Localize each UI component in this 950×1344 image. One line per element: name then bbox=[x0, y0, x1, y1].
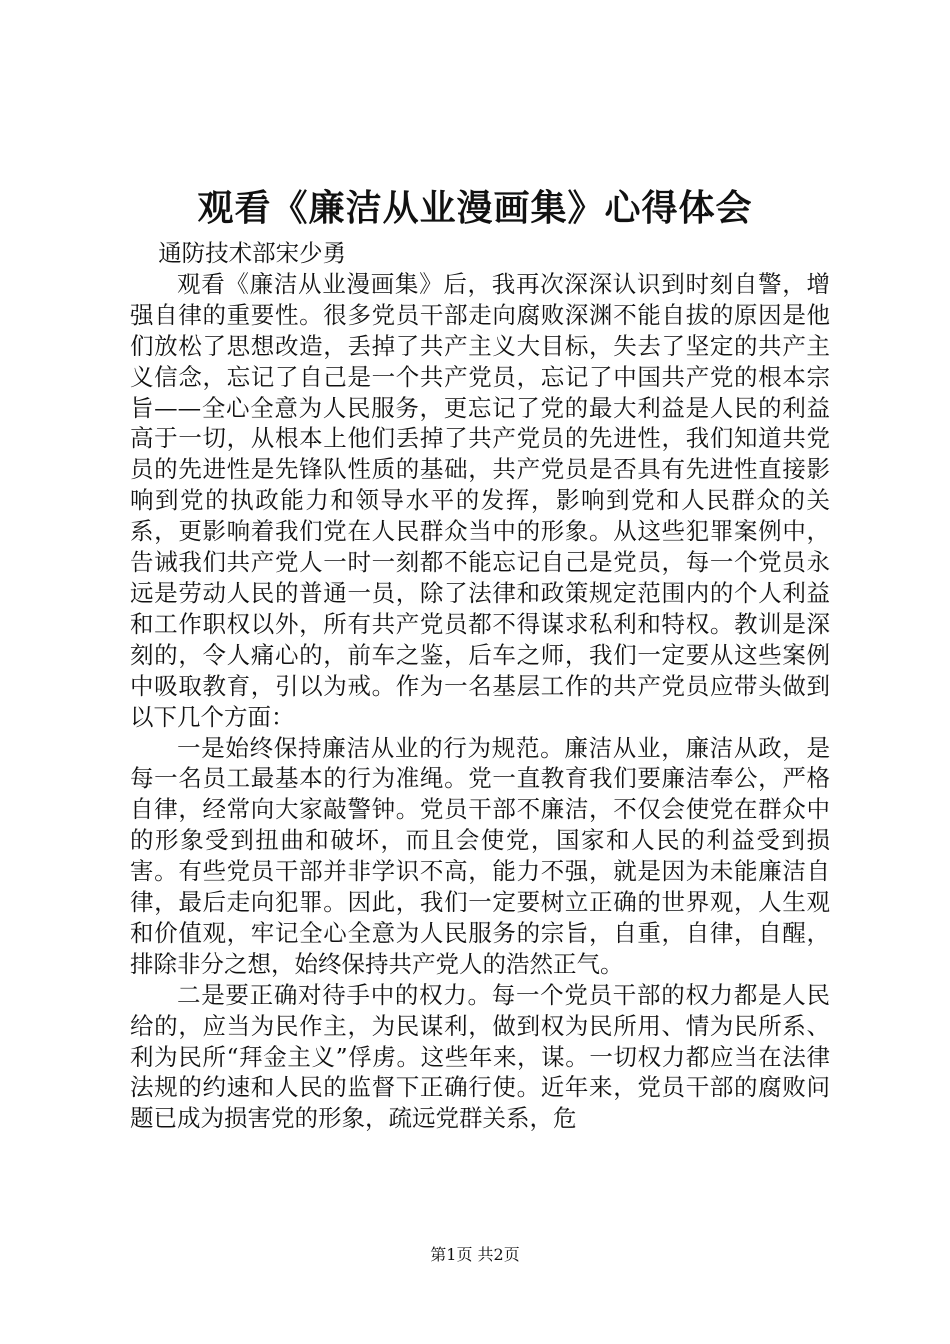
page-footer: 第1页 共2页 bbox=[430, 1245, 520, 1264]
paragraph-point-one: 一是始终保持廉洁从业的行为规范。廉洁从业，廉洁从政，是每一名员工最基本的行为准绳。党一直教育我们要廉洁奉公，严格自律，经常向大家敲警钟。党员干部不廉洁，不仅会使党在群众中的形象受到扭曲和破坏，而且会使党，国家和人民的利益受到损害。有些党员干部并非学识不高，能力不强，就是因为未能廉洁自律，最后走向犯罪。因此，我们一定要树立正确的世界观，人生观和价值观，牢记全心全意为人民服务的宗旨，自重，自律，自醒，排除非分之想，始终保持共产党人的浩然正气。 bbox=[130, 733, 830, 978]
paragraph-point-two: 二是要正确对待手中的权力。每一个党员干部的权力都是人民给的，应当为民作主，为民谋利，做到权为民所用、情为民所系、利为民所“拜金主义”俘虏。这些年来，谋。一切权力都应当在法律法规的约速和人民的监督下正确行使。近年来，党员干部的腐败问题已成为损害党的形象，疏远党群关系，危 bbox=[130, 980, 830, 1133]
document-body bbox=[130, 238, 830, 1134]
paragraph-intro: 观看《廉洁从业漫画集》后，我再次深深认识到时刻自警，增强自律的重要性。很多党员干部走向腐败深渊不能自拔的原因是他们放松了思想改造，丢掉了共产主义大目标，失去了坚定的共产主义信念，忘记了自己是一个共产党员，忘记了中国共产党的根本宗旨——全心全意为人民服务，更忘记了党的最大利益是人民的利益高于一切，从根本上他们丢掉了共产党员的先进性，我们知道共党员的先进性是先锋队性质的基础，共产党员是否具有先进性直接影响到党的执政能力和领导水平的发挥，影响到党和人民群众的关系，更影响着我们党在人民群众当中的形象。从这些犯罪案例中，告诫我们共产党人一时一刻都不能忘记自己是党员，每一个党员永远是劳动人民的普通一员，除了法律和政策规定范围内的个人利益和工作职权以外，所有共产党员都不得谋求私利和特权。教训是深刻的，令人痛心的，前车之鉴，后车之师，我们一定要从这些案例中吸取教育，引以为戒。作为一名基层工作的共产党员应带头做到以下几个方面： bbox=[130, 269, 830, 731]
document-title: 观看《廉洁从业漫画集》心得体会 bbox=[197, 187, 753, 229]
author-line: 通防技术部宋少勇 bbox=[158, 239, 347, 267]
